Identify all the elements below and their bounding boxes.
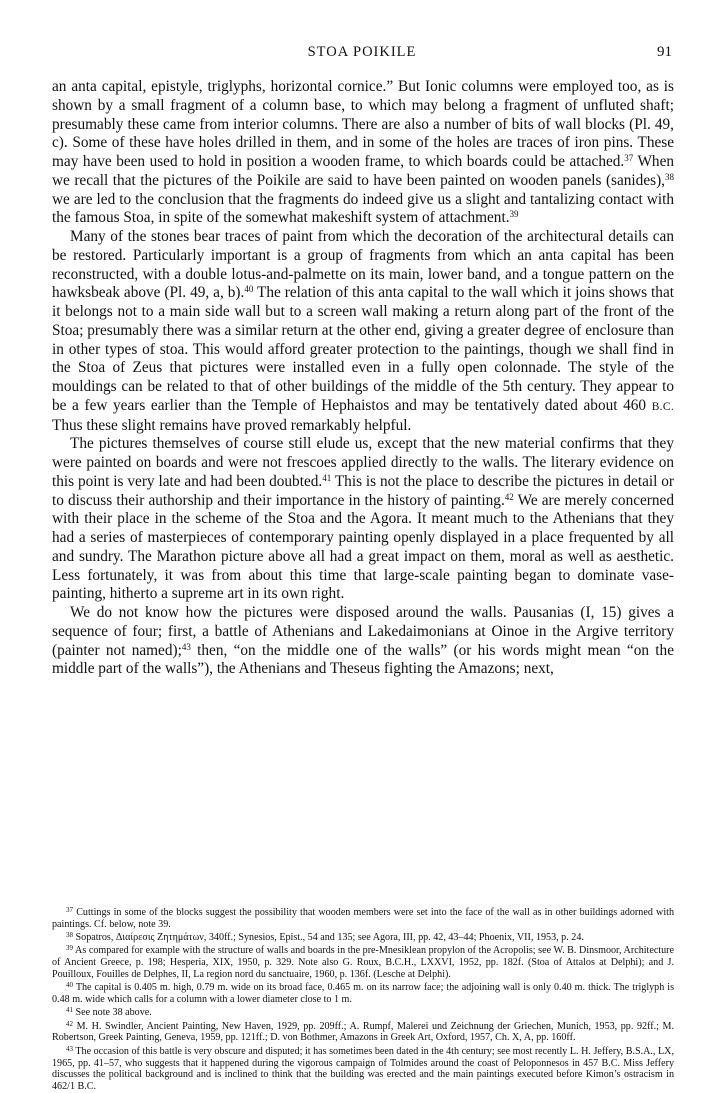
footnote-42 [52,1021,674,1045]
paragraph-text: Thus these slight remains have proved remarkably helpful. [52,416,412,434]
footnote-39 [52,945,674,980]
footnote-text: See note 38 above. [75,1007,152,1019]
footnote-number: 39 [66,944,73,953]
footnote-number: 41 [66,1006,73,1015]
footnote-41 [52,1007,674,1019]
footnote-text: The capital is 0.405 m. high, 0.79 m. wide on its broad face, 0.465 m. on its narrow face; the adjoining wall is only 0.40 m. thick. The triglyph is 0.48 m. wide which calls for a column with a lower diameter close to 1 m. [52,982,675,1006]
paragraph-text: The relation of this anta capital to the wall which it joins shows that it belongs not to a main side wall but to a screen wall making a return along part of the front of the Stoa; presumably there was a similar return at the other end, giving a greater degree of enclosure than in other types of stoa. This would afford greater protection to the paintings, though we shall find in the Stoa of Zeus that pictures were installed even in a fully open colonnade. The style of the mouldings can be related to that of other buildings of the middle of the 5th century. They appear to be a few years earlier than the Temple of Hephaistos and may be tentatively dated about 460 [52,284,674,414]
footnote-text: M. H. Swindler, Ancient Painting, New Haven, 1929, pp. 209ff.; A. Rumpf, Malerei und Zeichnung der Griechen, Munich, 1953, pp. 92ff.; M. Robertson, Greek Painting, Geneva, 1959, pp. 121ff.; D. von Bothmer, Amazons in Greek Art, Oxford, 1957, Ch. X, A, pp. 160ff. [52,1020,674,1044]
footnote-43 [52,1046,674,1093]
paragraph-text: We do not know how the pictures were disposed around the walls. Pausanias (I, 15) gives a sequence of four; first, a battle of Athenians and Lakedaimonians at Oinoe in the Argive territory (painter not named); [52,604,674,659]
paragraph-text: an anta capital, epistyle, triglyphs, horizontal cornice.” But Ionic columns were employed too, as is shown by a small fragment of a column base, to which may belong a fragment of unfluted shaft; presumably these came from interior columns. There are also a number of bits of wall blocks (Pl. 49, c). Some of these have holes drilled in them, and in some of the holes are traces of iron pins. These may have been used to hold in position a wooden frame, to which boards could be attached. [52,78,674,170]
footnote-ref-42[interactable]: 42 [504,491,514,502]
paragraph-text: then, “on the middle one of the walls” (or his words might mean “on the middle part of the walls”), the Athenians and Theseus fighting the Amazons; next, [52,641,674,678]
paragraph-text: we are led to the conclusion that the fragments do indeed give us a slight and tantalizing contact with the famous Stoa, in spite of the somewhat makeshift system of attachment. [52,190,674,227]
footnote-text: The occasion of this battle is very obscure and disputed; it has sometimes been dated in the 4th century; see most recently L. H. Jeffery, B.S.A., LX, 1965, pp. 41–57, who suggests that it happened during the vigorous campaign of Tolmides around the coast of Peloponnesos in 457 B.C. Miss Jeffery discusses the political background and is inclined to think that the building was erected and the main paintings executed before Kimon’s ostracism in 462/1 B.C. [52,1045,674,1093]
paragraph-3 [52,435,674,604]
footnote-number: 43 [66,1044,73,1053]
footnote-ref-39[interactable]: 39 [509,209,519,220]
footnote-ref-41[interactable]: 41 [322,472,332,483]
paragraph-text: Many of the stones bear traces of paint from which the decoration of the architectural details can be restored. Particularly important is a group of fragments from which an anta capital has been reconstructed, with a double lotus-and-palmette on its main, lower band, and a tongue pattern on the hawksbeak above (Pl. 49, a, b). [52,228,674,302]
footnote-40 [52,982,674,1006]
footnote-ref-38[interactable]: 38 [665,171,674,182]
footnote-ref-43[interactable]: 43 [181,641,191,652]
footnote-37 [52,907,674,931]
paragraph-text: When we recall that the pictures of the Poikile are said to have been painted on wooden panels (sanides), [52,153,675,189]
footnote-number: 42 [66,1019,73,1028]
footnote-text: Cuttings in some of the blocks suggest the possibility that wooden members were set into the face of the wall as in other buildings adorned with paintings. Cf. below, note 39. [52,907,675,930]
running-title: STOA POIKILE [307,44,417,60]
paragraph-text: The pictures themselves of course still elude us, except that the new material confirms that they were painted on boards and were not frescoes applied directly to the walls. The literary evidence on this point is very late and had been doubted. [52,435,674,490]
footnotes [52,907,674,1093]
page-number: 91 [657,44,672,60]
paragraph-1 [52,78,674,228]
footnote-text: As compared for example with the structure of walls and boards in the pre-Mnesiklean propylon of the Acropolis; see W. B. Dinsmoor, Architecture of Ancient Greece, p. 198; Hesperia, XIX, 1950, p. 329. Note also G. Roux, B.C.H., LXXVI, 1952, pp. 182f. (Stoa of Attalos at Delphi); and J. Pouilloux, Fouilles de Delphes, II, La region nord du sanctuaire, 1960, p. 136f. (Lesche at Delphi). [52,945,674,980]
footnote-38 [52,932,674,944]
body-text [52,78,674,679]
footnote-ref-37[interactable]: 37 [624,153,634,163]
paragraph-2 [52,228,674,435]
paragraph-text: We are merely concerned with their place in the scheme of the Stoa and the Agora. It meant much to the Athenians that they had a series of masterpieces of contemporary painting openly displayed in a place frequented by all and sundry. The Marathon picture above all had a great impact on them, moral as well as aesthetic. Less fortunately, it was from about this time that large-scale painting began to dominate vase-painting, hitherto a supreme art in its own right. [52,491,674,603]
footnote-number: 40 [66,981,73,990]
footnote-text: Sopatros, Διαίρεσις Ζητημάτων, 340ff.; Synesios, Epist., 54 and 135; see Agora, III, pp. 42, 43–44; Phoenix, VII, 1953, p. 24. [75,932,584,944]
footnote-ref-40[interactable]: 40 [244,284,254,295]
footnote-number: 38 [66,931,73,940]
footnote-number: 37 [66,906,73,914]
era-abbreviation: B.C. [651,400,674,413]
paragraph-text: This is not the place to describe the pictures in detail or to discuss their authorship and their importance in the history of painting. [52,472,674,509]
paragraph-4 [52,604,674,679]
running-head [52,44,672,64]
